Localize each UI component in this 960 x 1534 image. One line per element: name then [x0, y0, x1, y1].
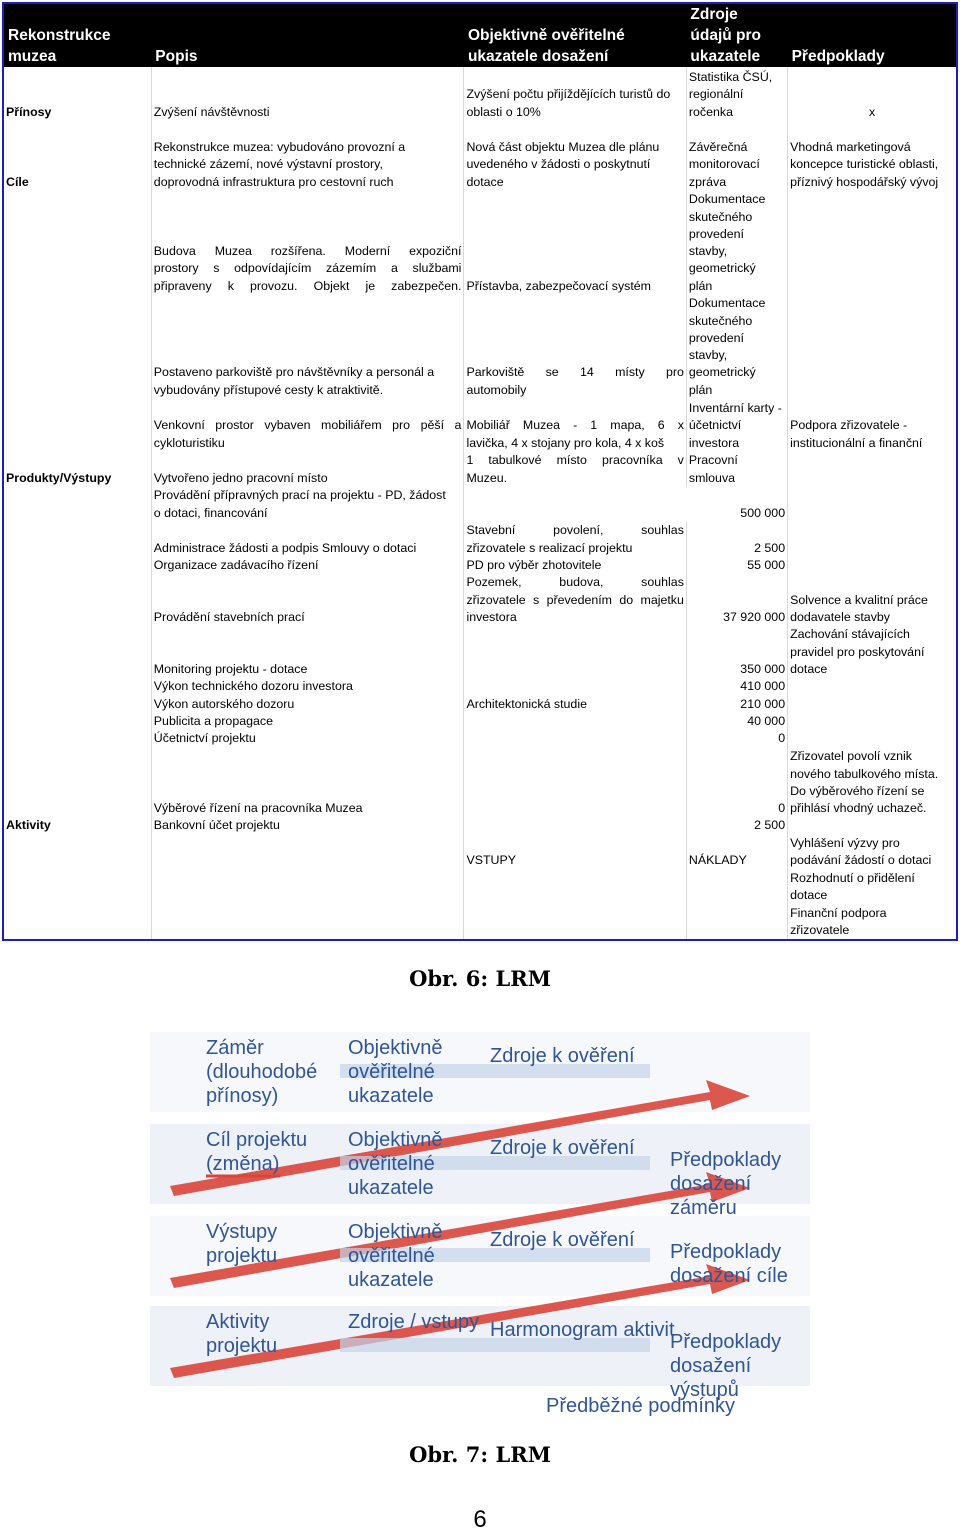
diagram-row-indicator: Objektivně ověřitelné ukazatele: [348, 1129, 443, 1199]
aktivita-row: [3, 747, 957, 817]
diagram-row-assumption: Předpoklady dosažení cíle: [670, 1241, 788, 1287]
cile-popis: Rekonstrukce muzea: vybudováno provozní a technické zázemí, nové výstavní prostory, doprovodná infrastruktura pro cestovní ruch: [151, 137, 464, 191]
aktivita-vstup: PD pro výběr zhotovitele: [464, 557, 686, 574]
prinosy-zdroj: Statistika ČSÚ, regionální ročenka: [686, 67, 787, 121]
aktivita-row: [3, 626, 957, 678]
vystup-2-zdroj: Dokumentace skutečného provedení stavby, geometrický plán: [686, 295, 787, 399]
aktivita-popis: Administrace žádosti a podpis Smlouvy o dotaci: [151, 522, 464, 557]
cile-predpoklad: Vhodná marketingová koncepce turistické oblasti, příznivý hospodářský vývoj: [788, 137, 957, 191]
vystup-4-zdroj: Pracovní smlouva: [686, 452, 787, 487]
row-vystup-1: [3, 191, 957, 295]
diagram-row-indicator: Objektivně ověřitelné ukazatele: [348, 1221, 443, 1291]
aktivita-predpoklad: Zachování stávajících pravidel pro poskytování dotace: [788, 626, 957, 678]
cile-ukazatel: Nová část objektu Muzea dle plánu uvedeného v žádosti o poskytnutí dotace: [464, 137, 686, 191]
diagram-bottom-label: Předběžné podmínky: [546, 1395, 736, 1417]
label-vystupy: Produkty/Výstupy: [6, 470, 112, 485]
diagram-row-label: Výstupy projektu: [206, 1221, 278, 1267]
vystup-3-popis: Venkovní prostor vybaven mobiliářem pro pěší a cykloturistiku: [151, 399, 464, 452]
aktivita-naklad: 210 000: [686, 696, 787, 713]
figure-6-caption: Obr. 6: LRM: [409, 966, 551, 991]
diagram-row-assumption: Předpoklady dosažení záměru: [670, 1149, 782, 1219]
vystup-2-ukazatel: Parkoviště se 14 místy pro automobily: [464, 295, 686, 399]
precondition-2: Rozhodnutí o přidělení dotace: [788, 870, 957, 905]
prinosy-ukazatel: Zvýšení počtu přijíždějících turistů do oblasti o 10%: [464, 67, 686, 121]
diagram-row-indicator: Zdroje / vstupy: [348, 1311, 480, 1333]
diagram-row-indicator: Objektivně ověřitelné ukazatele: [348, 1037, 443, 1107]
vystup-1-popis: Budova Muzea rozšířena. Moderní expoziční prostory s odpovídajícím zázemím a službami připraveny k provozu. Objekt je zabezpečen.: [151, 191, 464, 295]
aktivita-popis: Monitoring projektu - dotace: [151, 626, 464, 678]
vstupy-label: VSTUPY: [464, 835, 686, 870]
aktivita-naklad: 2 500: [686, 522, 787, 557]
diagram-row-source: Zdroje k ověření: [490, 1045, 635, 1067]
diagram-row-label: Aktivity projektu: [206, 1311, 278, 1357]
header-ukazatele: Objektivně ověřitelné ukazatele dosažení: [464, 3, 686, 67]
label-cile: Cíle: [6, 174, 29, 189]
aktivita-popis: Publicita a propagace: [151, 713, 464, 730]
diagram-row-source: Harmonogram aktivit: [490, 1319, 675, 1341]
diagram-row-source: Zdroje k ověření: [490, 1229, 635, 1251]
vystup-4-ukazatel: 1 tabulkové místo pracovníka v Muzeu.: [464, 452, 686, 487]
aktivita-naklad: 55 000: [686, 557, 787, 574]
cile-zdroj: Závěrečná monitorovací zpráva: [686, 137, 787, 191]
aktivita-naklad: 40 000: [686, 713, 787, 730]
header-rekonstrukce: Rekonstrukce muzea: [3, 3, 151, 67]
preconditions-row: [3, 905, 957, 941]
row-vystup-2: [3, 295, 957, 399]
vystup-4-popis: Vytvořeno jedno pracovní místo: [151, 452, 464, 487]
precondition-1: Vyhlášení výzvy pro podávání žádostí o dotaci: [788, 835, 957, 870]
vystup-3-zdroj: Inventární karty - účetnictví investora: [686, 399, 787, 452]
aktivita-row: [3, 817, 957, 834]
label-aktivity: Aktivity: [6, 818, 51, 833]
aktivita-popis: Organizace zadávacího řízení: [151, 557, 464, 574]
aktivita-row: [3, 487, 957, 522]
aktivita-popis: Výběrové řízení na pracovníka Muzea: [151, 747, 464, 817]
aktivita-predpoklad: Zřizovatel povolí vznik nového tabulkového místa. Do výběrového řízení se přihlásí vhodný uchazeč.: [788, 747, 957, 817]
label-prinosy: Přínosy: [6, 104, 52, 119]
vystup-2-popis: Postaveno parkoviště pro návštěvníky a personál a vybudovány přístupové cesty k atraktivitě.: [151, 295, 464, 399]
aktivita-row: [3, 696, 957, 713]
precondition-3: Finanční podpora zřizovatele: [788, 905, 957, 941]
aktivita-naklad: 0: [686, 730, 787, 747]
aktivita-naklad: 2 500: [686, 817, 787, 834]
row-vystup-4: [3, 452, 957, 487]
lrm-table: [2, 2, 958, 941]
header-predpoklady: Předpoklady: [788, 3, 957, 67]
aktivita-row: [3, 713, 957, 730]
row-vystup-3: [3, 399, 957, 452]
aktivita-vstup: Pozemek, budova, souhlas zřizovatele s převedením do majetku investora: [464, 574, 686, 626]
vystup-1-zdroj: Dokumentace skutečného provedení stavby, geometrický plán: [686, 191, 787, 295]
aktivita-naklad: 37 920 000: [686, 574, 787, 626]
aktivita-row: [3, 522, 957, 557]
aktivita-vstup: Stavební povolení, souhlas zřizovatele s realizací projektu: [464, 522, 686, 557]
lrm-diagram: [150, 1020, 810, 1432]
aktivita-popis: Bankovní účet projektu: [151, 817, 464, 834]
row-prinosy: [3, 67, 957, 121]
prinosy-predpoklad: x: [788, 67, 957, 121]
aktivita-popis: Výkon autorského dozoru: [151, 696, 464, 713]
header-popis: Popis: [151, 3, 464, 67]
preconditions-row: [3, 835, 957, 870]
aktivita-popis: Výkon technického dozoru investora: [151, 678, 464, 695]
aktivita-popis: Provádění stavebních prací: [151, 574, 464, 626]
aktivita-row: [3, 678, 957, 695]
diagram-row-assumption: Předpoklady dosažení výstupů: [670, 1331, 782, 1401]
aktivita-popis: Provádění přípravných prací na projektu - PD, žádost o dotaci, financování: [151, 487, 464, 522]
vystup-3-predpoklad: Podpora zřizovatele - institucionální a finanční: [788, 399, 957, 452]
diagram-row-label: Záměr (dlouhodobé přínosy): [206, 1037, 318, 1107]
diagram-row-label: Cíl projektu (změna): [206, 1129, 308, 1175]
aktivita-naklad: 500 000: [464, 487, 788, 522]
aktivita-popis: Účetnictví projektu: [151, 730, 464, 747]
prinosy-popis: Zvýšení návštěvnosti: [151, 67, 464, 121]
aktivita-predpoklad: Solvence a kvalitní práce dodavatele stavby: [788, 574, 957, 626]
figure-7-caption: Obr. 7: LRM: [409, 1442, 551, 1467]
aktivita-vstup: Architektonická studie: [464, 696, 686, 713]
aktivita-row: [3, 574, 957, 626]
vystup-3-ukazatel: Mobiliář Muzea - 1 mapa, 6 x lavička, 4 x stojany pro kola, 4 x koš: [464, 399, 686, 452]
diagram-row-source: Zdroje k ověření: [490, 1137, 635, 1159]
aktivita-naklad: 350 000: [686, 626, 787, 678]
row-cile: [3, 137, 957, 191]
header-zdroje: Zdroje údajů pro ukazatele: [686, 3, 787, 67]
page-number: 6: [473, 1506, 487, 1533]
aktivita-naklad: 0: [686, 747, 787, 817]
aktivita-row: [3, 730, 957, 747]
naklady-label: NÁKLADY: [686, 835, 787, 870]
preconditions-row: [3, 870, 957, 905]
header-row: [3, 3, 957, 67]
aktivita-row: [3, 557, 957, 574]
vystup-1-ukazatel: Přístavba, zabezpečovací systém: [464, 191, 686, 295]
aktivita-naklad: 410 000: [686, 678, 787, 695]
